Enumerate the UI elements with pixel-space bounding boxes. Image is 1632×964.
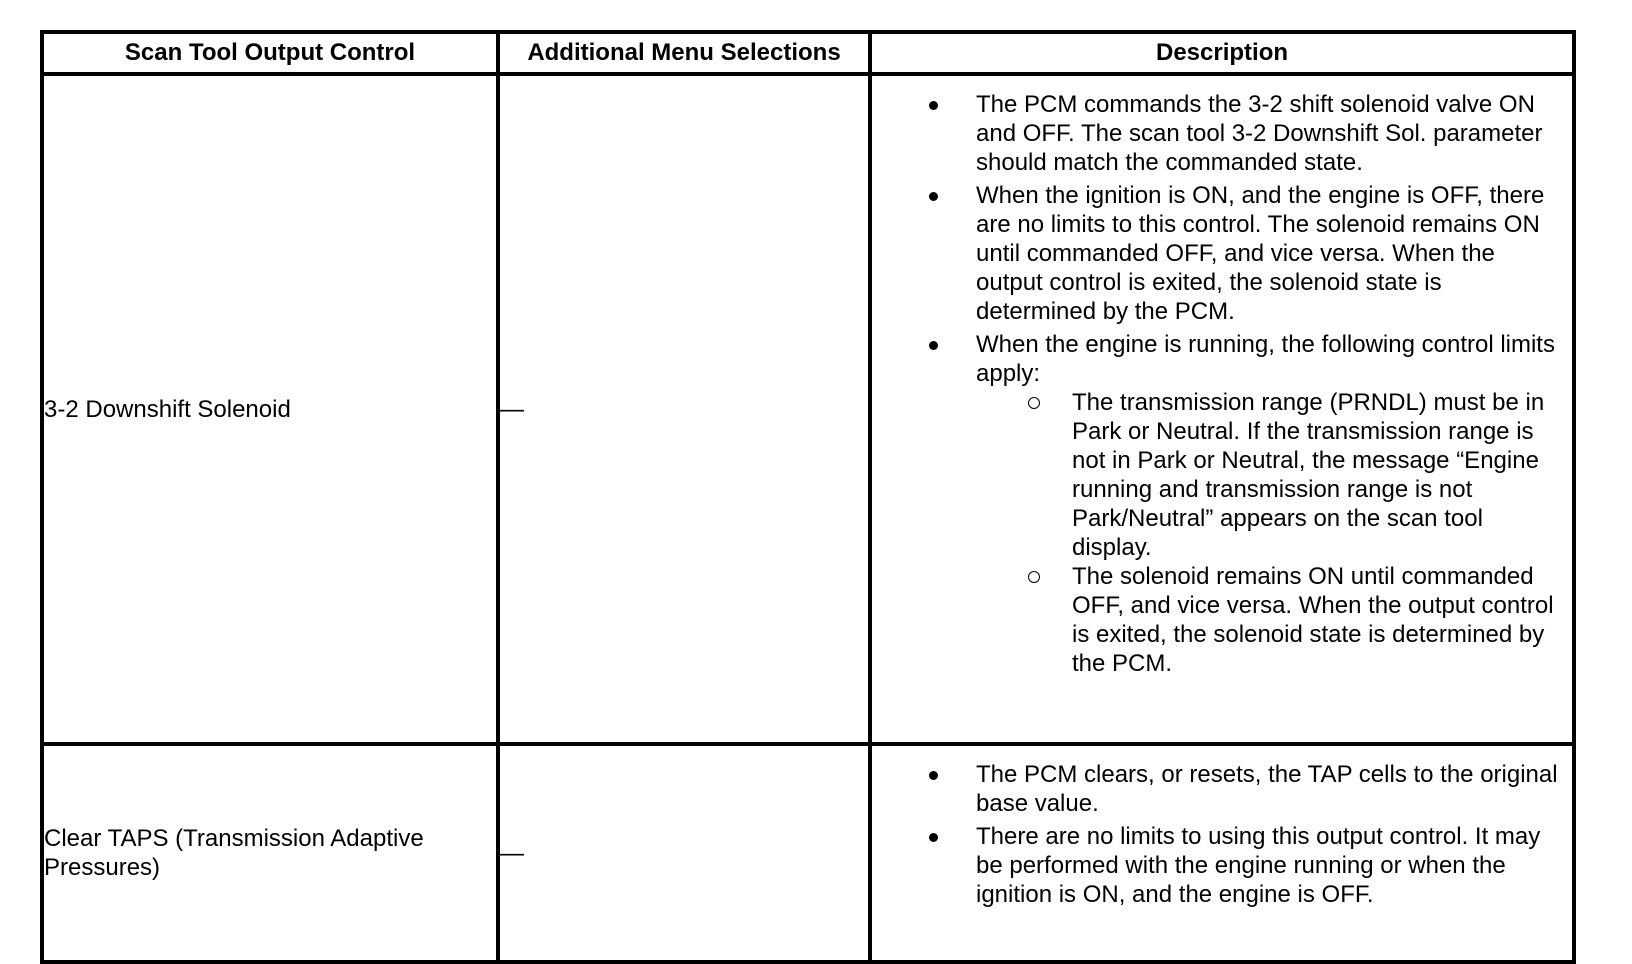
header-description: Description — [870, 32, 1574, 74]
bullet-text: The PCM clears, or resets, the TAP cells to the original base value. — [976, 761, 1558, 817]
table-row — [42, 74, 1574, 744]
bullet-dot-icon — [929, 101, 938, 110]
description-cell — [870, 74, 1574, 744]
hollow-circle-bullet-icon — [1028, 397, 1040, 409]
sub-bullet-text: The solenoid remains ON until commanded OFF, and vice versa. When the output control is exited, the solenoid state is determined by the PCM. — [1072, 563, 1554, 677]
bullet-item — [872, 822, 1572, 909]
bullet-item — [872, 181, 1572, 326]
bullet-dot-icon — [929, 192, 938, 201]
sub-bullet-item — [972, 562, 1566, 678]
bullet-item — [872, 90, 1572, 177]
control-name-cell: 3-2 Downshift Solenoid — [42, 74, 498, 744]
sub-bullet-list — [976, 388, 1566, 678]
menu-selection-cell: — — [498, 74, 870, 744]
table-row — [42, 744, 1574, 962]
header-scan-tool-output-control: Scan Tool Output Control — [42, 32, 498, 74]
bullet-dot-icon — [929, 341, 938, 350]
bullet-item — [872, 760, 1572, 818]
hollow-circle-bullet-icon — [1028, 571, 1040, 583]
output-control-table — [40, 30, 1576, 964]
header-additional-menu-selections: Additional Menu Selections — [498, 32, 870, 74]
description-bullet-list — [872, 760, 1572, 909]
bullet-dot-icon — [929, 833, 938, 842]
menu-selection-cell: — — [498, 744, 870, 962]
header-row — [42, 32, 1574, 74]
description-cell — [870, 744, 1574, 962]
description-bullet-list — [872, 90, 1572, 678]
control-name-cell: Clear TAPS (Transmission Adaptive Pressures) — [42, 744, 498, 962]
bullet-text: The PCM commands the 3-2 shift solenoid valve ON and OFF. The scan tool 3-2 Downshift Sol. parameter should match the commanded state. — [976, 91, 1543, 176]
bullet-dot-icon — [929, 771, 938, 780]
bullet-text: When the engine is running, the following control limits apply: — [976, 331, 1555, 387]
bullet-text: There are no limits to using this output control. It may be performed with the engine running or when the ignition is ON, and the engine is OFF. — [976, 823, 1541, 908]
bullet-item — [872, 330, 1572, 678]
bullet-text: When the ignition is ON, and the engine is OFF, there are no limits to this control. The solenoid remains ON until commanded OFF, and vice versa. When the output control is exited, the solenoid state is determined by the PCM. — [976, 182, 1545, 325]
sub-bullet-text: The transmission range (PRNDL) must be in Park or Neutral. If the transmission range is not in Park or Neutral, the message “Engine running and transmission range is not Park/Neutral” appears on the scan tool display. — [1072, 389, 1545, 561]
sub-bullet-item — [972, 388, 1566, 562]
